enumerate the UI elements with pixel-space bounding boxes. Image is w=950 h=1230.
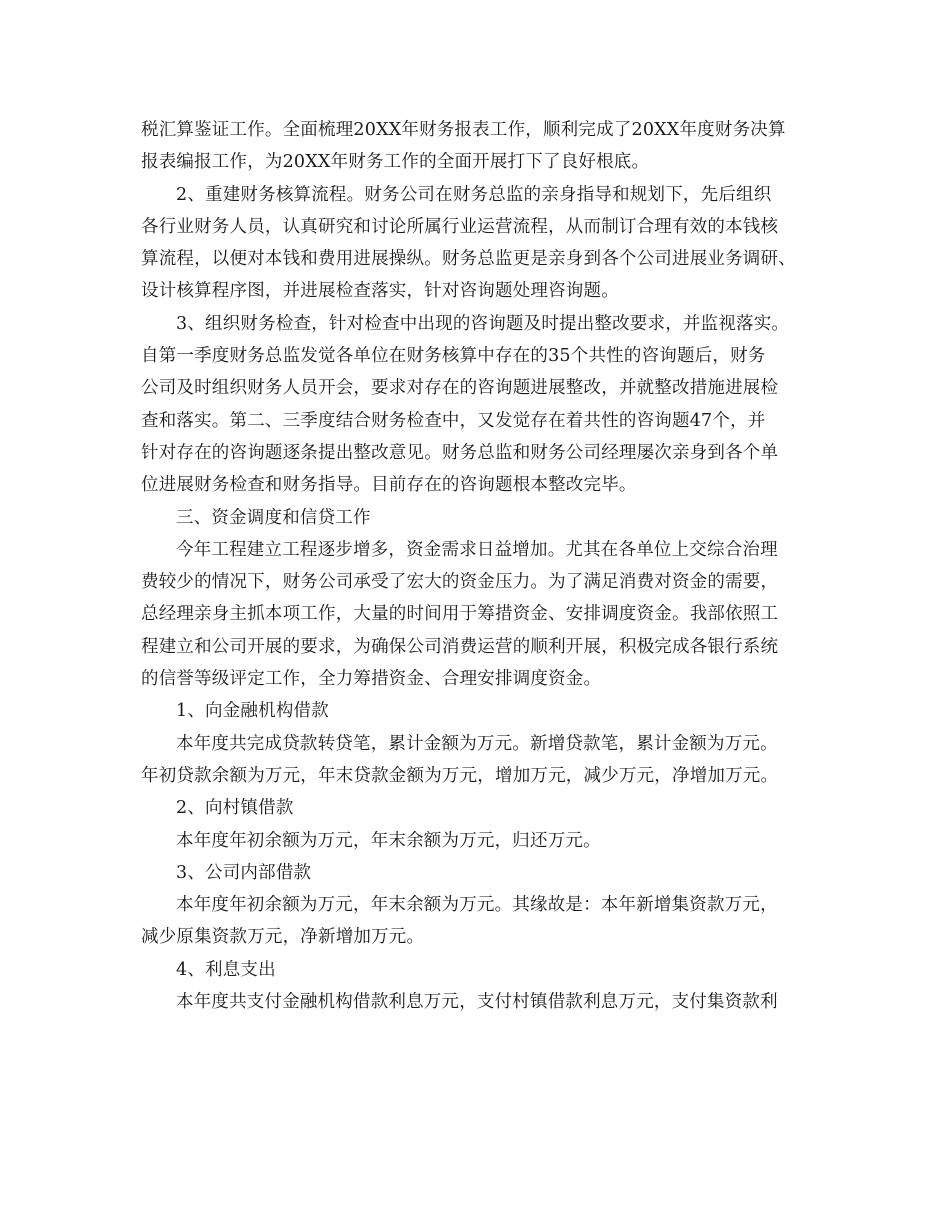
text-line: 2、重建财务核算流程。财务公司在财务总监的亲身指导和规划下，先后组织 bbox=[176, 184, 772, 205]
document-body bbox=[141, 114, 813, 1018]
text-line: 2、向村镇借款 bbox=[176, 798, 294, 819]
text-line: 的信誉等级评定工作，全力筹措资金、合理安排调度资金。 bbox=[141, 669, 602, 690]
text-line: 本年度年初余额为万元，年末余额为万元，归还万元。 bbox=[176, 830, 601, 851]
text-line: 本年度共完成贷款转贷笔，累计金额为万元。新增贷款笔，累计金额为万元。 bbox=[176, 733, 778, 754]
text-line: 算流程，以便对本钱和费用进展操纵。财务总监更是亲身到各个公司进展业务调研、 bbox=[141, 249, 796, 270]
text-line: 年初贷款余额为万元，年末贷款金额为万元，增加万元，减少万元，净增加万元。 bbox=[141, 765, 779, 786]
text-line: 4、利息支出 bbox=[176, 959, 276, 980]
text-line: 查和落实。第二、三季度结合财务检查中，又发觉存在着共性的咨询题47个，并 bbox=[141, 410, 766, 431]
text-line: 总经理亲身主抓本项工作，大量的时间用于筹措资金、安排调度资金。我部依照工 bbox=[141, 604, 779, 625]
text-line: 1、向金融机构借款 bbox=[176, 701, 329, 722]
text-line: 3、组织财务检查，针对检查中出现的咨询题及时提出整改要求，并监视落实。 bbox=[176, 313, 790, 334]
text-line: 各行业财务人员，认真研究和讨论所属行业运营流程，从而制订合理有效的本钱核 bbox=[141, 216, 779, 237]
text-line: 公司及时组织财务人员开会，要求对存在的咨询题进展整改，并就整改措施进展检 bbox=[141, 378, 779, 399]
text-line: 针对存在的咨询题逐条提出整改意见。财务总监和财务公司经理屡次亲身到各个单 bbox=[141, 442, 779, 463]
text-line: 今年工程建立工程逐步增多，资金需求日益增加。尤其在各单位上交综合治理 bbox=[176, 539, 778, 560]
text-line: 税汇算鉴证工作。全面梳理20XX年财务报表工作，顺利完成了20XX年度财务决算 bbox=[141, 120, 786, 140]
text-line: 位进展财务检查和财务指导。目前存在的咨询题根本整改完毕。 bbox=[141, 475, 637, 496]
text-line: 设计核算程序图，并进展检查落实，针对咨询题处理咨询题。 bbox=[141, 281, 619, 302]
text-line: 三、资金调度和信贷工作 bbox=[176, 507, 371, 528]
text-line: 本年度年初余额为万元，年末余额为万元。其缘故是：本年新增集资款万元， bbox=[176, 895, 778, 916]
text-line: 费较少的情况下，财务公司承受了宏大的资金压力。为了满足消费对资金的需要， bbox=[141, 572, 779, 593]
text-line: 减少原集资款万元，净新增加万元。 bbox=[141, 927, 425, 948]
text-line: 报表编报工作，为20XX年财务工作的全面开展打下了良好根底。 bbox=[141, 152, 650, 173]
text-line: 本年度共支付金融机构借款利息万元，支付村镇借款利息万元，支付集资款利 bbox=[176, 992, 778, 1013]
text-line: 3、公司内部借款 bbox=[176, 862, 312, 883]
text-line: 自第一季度财务总监发觉各单位在财务核算中存在的35个共性的咨询题后，财务 bbox=[141, 346, 766, 367]
text-line: 程建立和公司开展的要求，为确保公司消费运营的顺利开展，积极完成各银行系统 bbox=[141, 636, 779, 657]
